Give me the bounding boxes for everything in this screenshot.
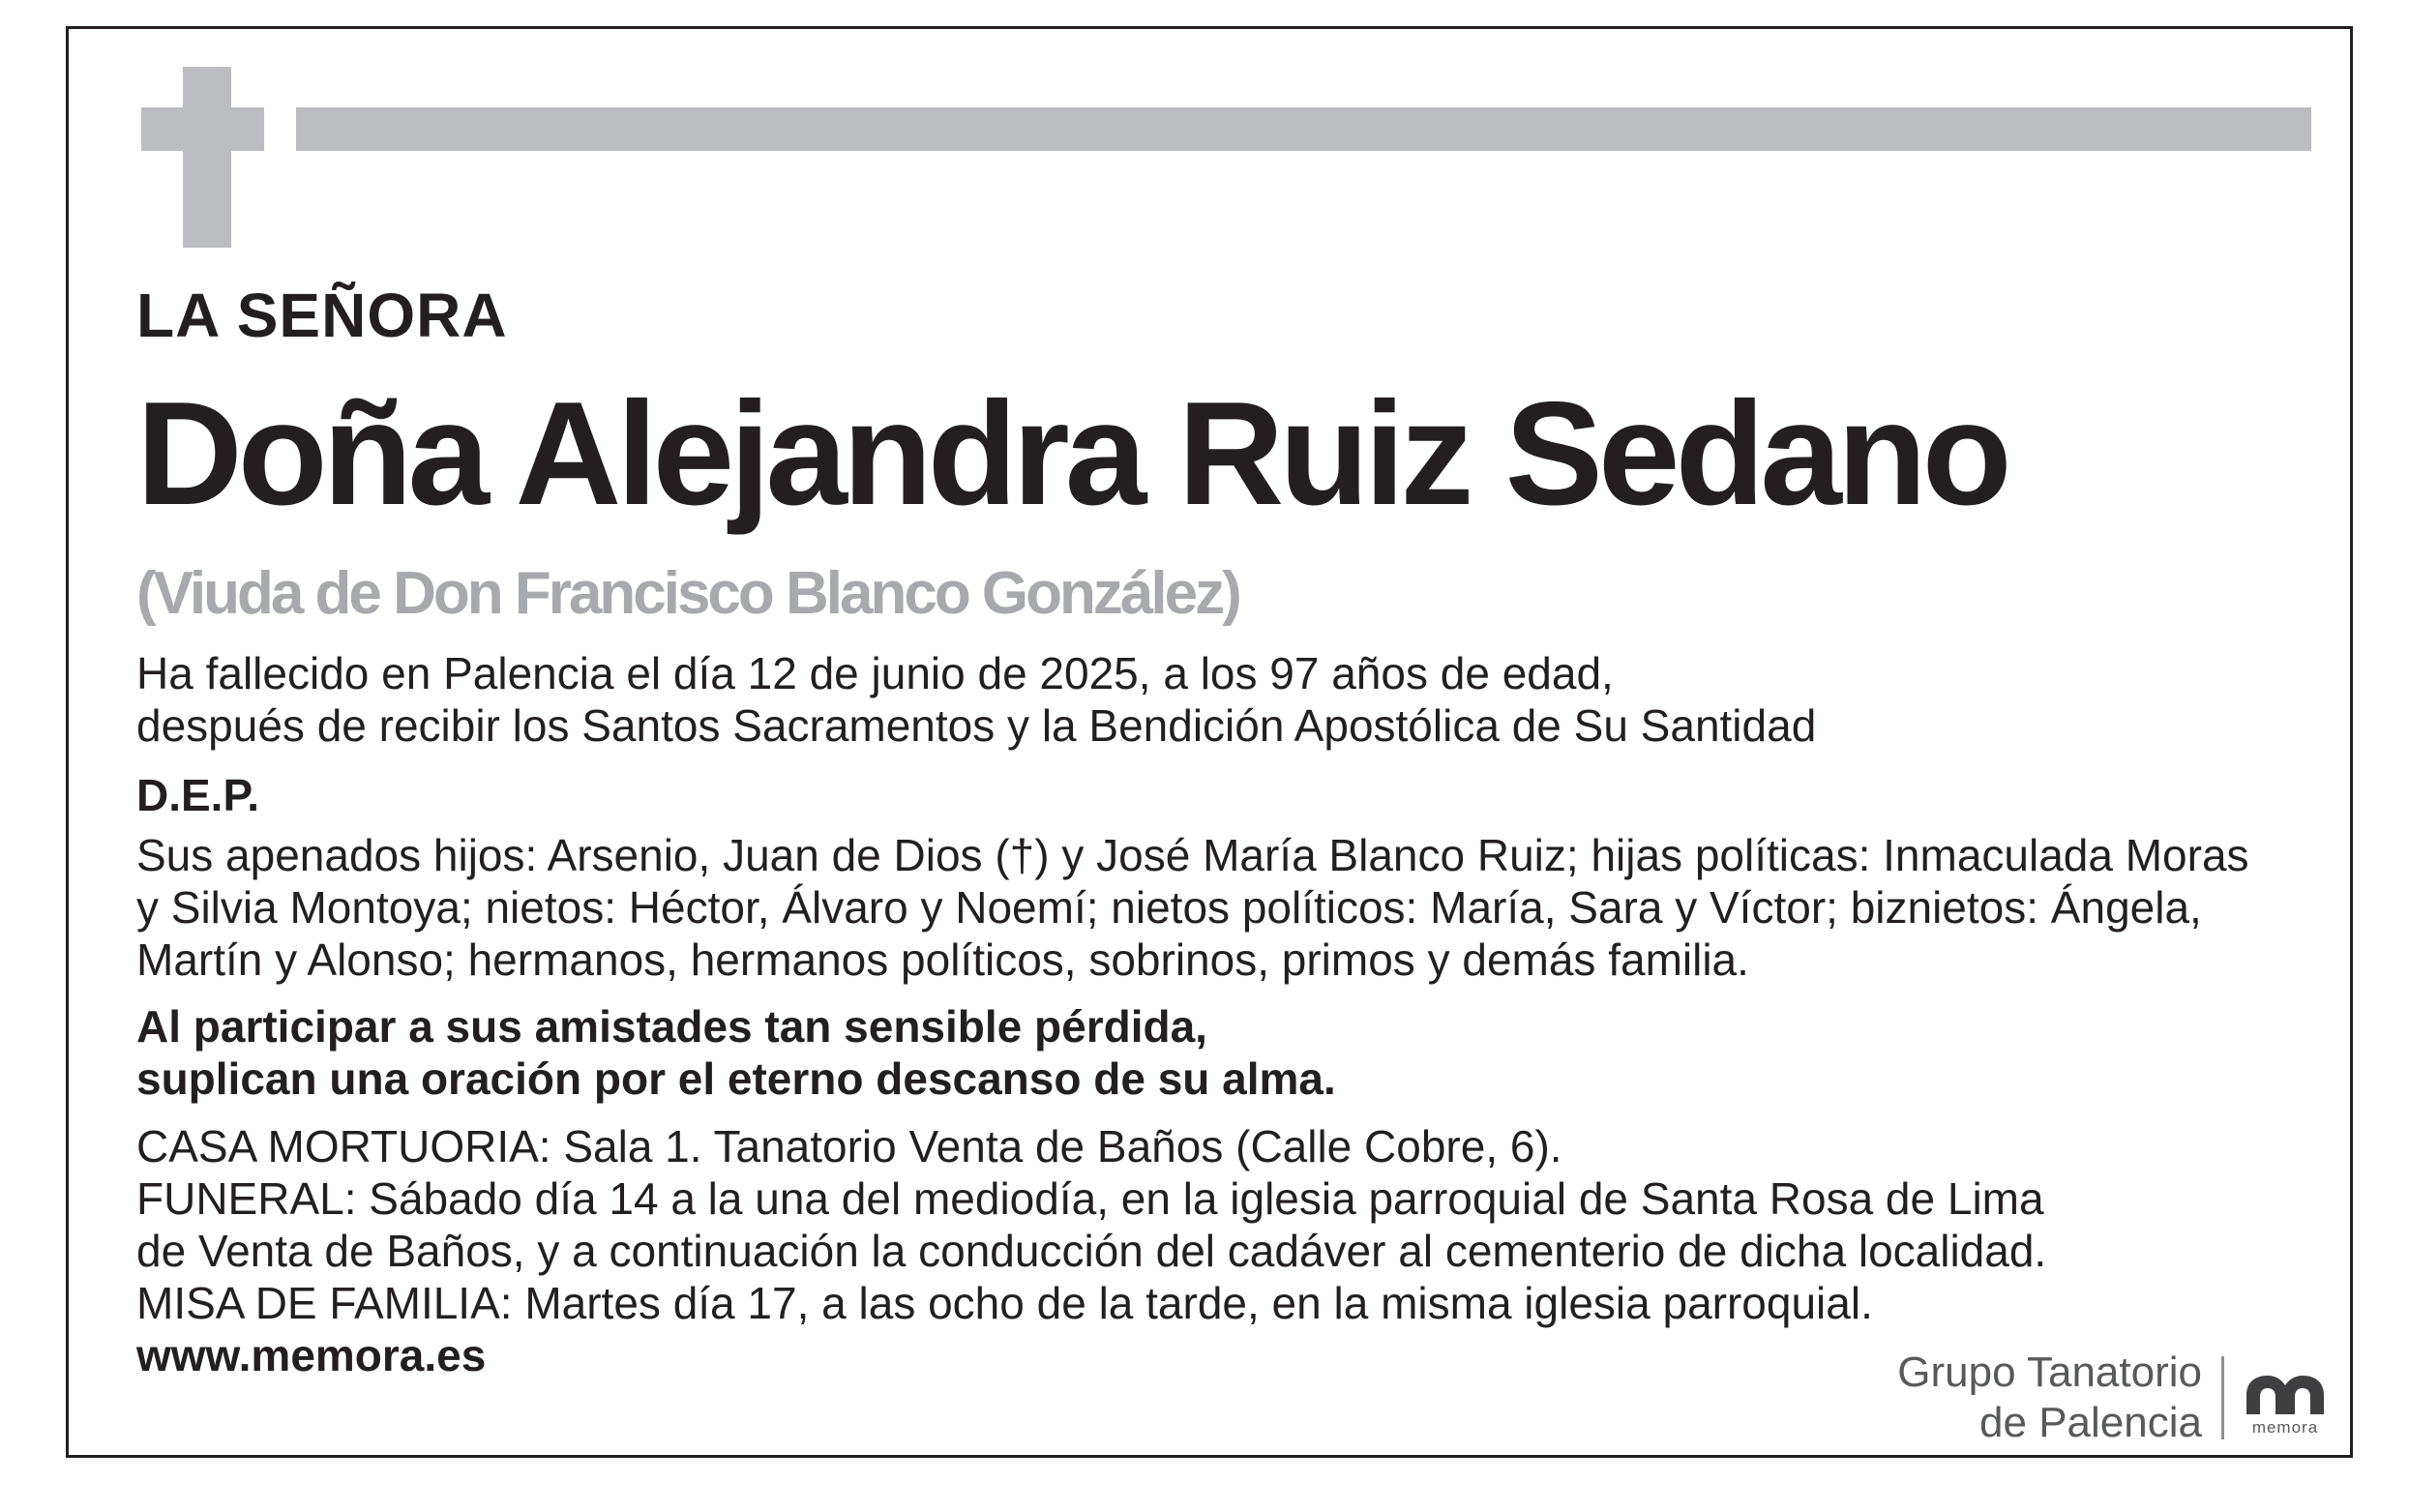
- service-info-paragraph: [136, 1120, 2046, 1329]
- website-link[interactable]: www.memora.es: [136, 1330, 487, 1380]
- cross-vertical-bar: [183, 67, 231, 248]
- info-line: FUNERAL: Sábado día 14 a la una del mediodía, en la iglesia parroquial de Santa Rosa de Lima: [136, 1173, 2044, 1224]
- info-line: CASA MORTUORIA: Sala 1. Tanatorio Venta de Baños (Calle Cobre, 6).: [136, 1121, 1562, 1171]
- family-line: y Silvia Montoya; nietos: Héctor, Álvaro y Noemí; nietos políticos: María, Sara y Víctor; biznietos: Ángela,: [136, 882, 2202, 933]
- header-bar: [296, 107, 2311, 151]
- brand-name: [1854, 1348, 2202, 1448]
- info-line: MISA DE FAMILIA: Martes día 17, a las ocho de la tarde, en la misma iglesia parroquial.: [136, 1278, 1873, 1328]
- info-line: de Venta de Baños, y a continuación la conducción del cadáver al cementerio de dicha localidad.: [136, 1226, 2047, 1276]
- widow-of-line: (Viuda de Don Francisco Blanco González): [136, 560, 1239, 627]
- family-paragraph: [136, 829, 2249, 986]
- plea-paragraph: [136, 1000, 1336, 1105]
- brand-divider: [2221, 1356, 2224, 1439]
- death-line: después de recibir los Santos Sacramentos y la Bendición Apostólica de Su Santidad: [136, 700, 1817, 751]
- title-label: LA SEÑORA: [136, 281, 508, 350]
- plea-line: suplican una oración por el eterno descanso de su alma.: [136, 1053, 1336, 1104]
- family-line: Sus apenados hijos: Arsenio, Juan de Dios (†) y José María Blanco Ruiz; hijas políticas: Inmaculada Moras: [136, 830, 2249, 880]
- brand-line-1: Grupo Tanatorio: [1897, 1349, 2202, 1396]
- brand-line-2: de Palencia: [1979, 1399, 2202, 1446]
- plea-line: Al participar a sus amistades tan sensible pérdida,: [136, 1001, 1207, 1052]
- deceased-name: Doña Alejandra Ruiz Sedano: [136, 371, 2008, 536]
- death-line: Ha fallecido en Palencia el día 12 de junio de 2025, a los 97 años de edad,: [136, 648, 1614, 698]
- logo-caption: memora: [2251, 1418, 2319, 1437]
- family-line: Martín y Alonso; hermanos, hermanos políticos, sobrinos, primos y demás familia.: [136, 934, 1749, 985]
- dep-line: D.E.P.: [136, 770, 259, 820]
- cross-horizontal-bar: [141, 107, 264, 151]
- death-paragraph: [136, 647, 1816, 752]
